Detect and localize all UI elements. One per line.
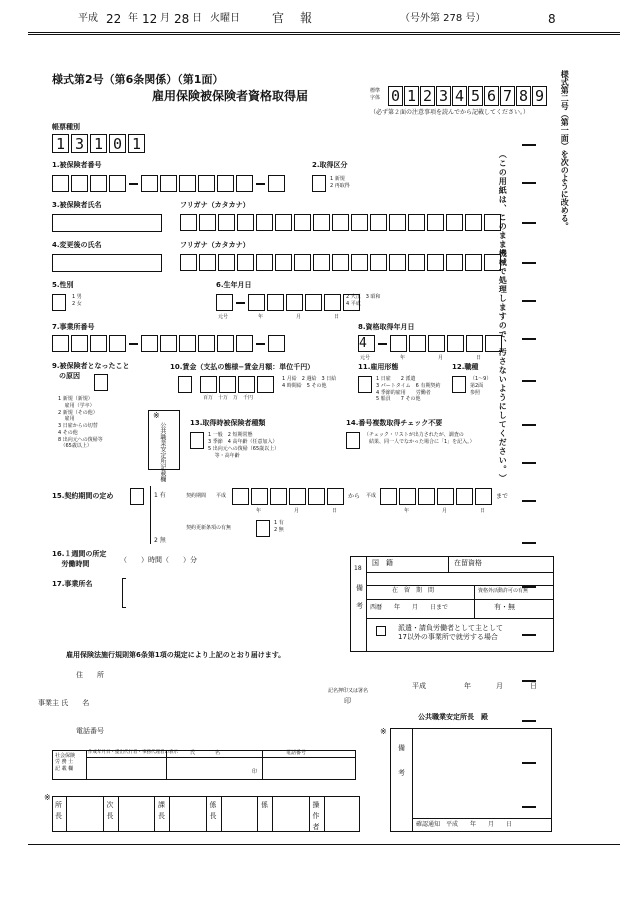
seal-mark: 印: [344, 697, 351, 705]
sample-digit: 8: [516, 86, 531, 106]
office-name-bracket-top: [122, 578, 126, 579]
acq-month-caption: 月: [438, 355, 444, 361]
sample-digit: 2: [420, 86, 435, 106]
registration-mark: [522, 144, 536, 146]
right-remarks-mark: ※: [380, 727, 387, 736]
slip-type-digit: 1: [90, 134, 107, 153]
field-11-label: 11.雇用形態: [358, 363, 399, 371]
weekly-hours-input[interactable]: （ ）時間（ ）分: [120, 556, 197, 564]
field-12-label: 12.職種: [452, 363, 479, 371]
issue-number: （号外第 278 号）: [400, 13, 486, 24]
work-permit-label: 資格外活動許可の有無: [478, 588, 529, 594]
sample-digit: 7: [500, 86, 515, 106]
sharoushi-seal: 印: [252, 769, 258, 775]
sample-digit: 0: [388, 86, 403, 106]
stamp-cell: [206, 796, 258, 832]
wage-amount-input[interactable]: [200, 376, 276, 393]
public-office-column-label: 公共職業安定所記載欄: [158, 422, 166, 482]
issue-era: 平成: [78, 13, 98, 24]
furigana-label-2: フリガナ（カタカナ）: [180, 241, 250, 249]
insured-furigana-input[interactable]: [180, 214, 503, 231]
issue-day: 28: [174, 12, 190, 26]
acq-year-caption: 年: [400, 355, 406, 361]
remarks-label: 備 考: [356, 584, 363, 611]
issue-month: 12: [142, 12, 158, 26]
sharoushi-col1: 作成年月日・提出代行者・事務代理者の表示: [88, 750, 178, 755]
residence-status-label: 在留資格: [454, 559, 482, 567]
acq-day-caption: 日: [476, 355, 482, 361]
field-15-divider: [150, 486, 151, 544]
field-2-options: 1 新規 2 再取得: [330, 176, 350, 189]
stamp-cell: [309, 796, 361, 832]
registration-mark: [522, 806, 536, 808]
sample-digits-row: [388, 86, 548, 106]
contract-from-label: から: [348, 493, 361, 500]
issue-month-unit: 月: [160, 13, 170, 24]
issue-day-unit: 日: [192, 13, 202, 24]
remarks-row4: [366, 618, 554, 619]
contract-start-day: 日: [332, 508, 338, 514]
registration-mark: [522, 634, 536, 636]
stamp-cell-label: 所長: [55, 801, 62, 821]
registration-mark: [522, 300, 536, 302]
sample-digit: 5: [468, 86, 483, 106]
birth-year-caption: 年: [258, 314, 264, 320]
stamp-cell-separator: [272, 796, 273, 832]
employment-type-input[interactable]: [358, 376, 372, 393]
slip-type-value: [52, 134, 147, 153]
stamp-cell: [52, 796, 103, 832]
contract-to-era: 平成: [366, 493, 377, 499]
field-11-options: 1 日雇 2 派遣 3 パートタイム 6 有期契約 4 季節的雇用 労働者 5 船員 7 その他: [376, 376, 441, 403]
form-title: 雇用保険被保険者資格取得届: [152, 89, 309, 103]
contract-from-era: 平成: [216, 493, 227, 499]
stamp-mark: ※: [44, 793, 51, 802]
side-note-inner: （この用紙は、このまま機械で処理しますので、汚さないようにしてください。）: [498, 150, 508, 483]
bottom-rule: [28, 844, 620, 845]
remarks-col-line: [366, 556, 367, 652]
slip-type-digit: 0: [109, 134, 126, 153]
stamp-cell-label: 課長: [158, 801, 165, 821]
furigana-label: フリガナ（カタカナ）: [180, 201, 250, 209]
submit-month: 月: [496, 682, 503, 690]
stamp-cell-label: 係長: [209, 801, 217, 821]
stamp-cell-label: 係: [261, 801, 268, 809]
stamp-cell: [257, 796, 309, 832]
issue-year-unit: 年: [128, 13, 138, 24]
stamp-cell-separator: [66, 796, 67, 832]
field-17-label: 17.事業所名: [52, 580, 93, 588]
contract-period-label: 契約期間: [186, 493, 207, 499]
remarks-row1: [366, 572, 554, 573]
sharoushi-col3: 電話番号: [286, 750, 307, 756]
field-12-options: （1〜9） 第2面 参照: [470, 376, 492, 396]
dispatch-checkbox[interactable]: [376, 626, 386, 636]
insured-type-input[interactable]: [190, 432, 204, 449]
sharoushi-label: 社会保険 労 務 士 記 載 欄: [55, 753, 76, 772]
acq-era-caption: 元号: [360, 355, 371, 361]
office-number-input[interactable]: [52, 335, 287, 352]
field-9-options: 1 新規（新規） 雇用（学卒） 2 新規（その他） 雇用 3 日雇からの切替 4 その他 8 出向元への復帰等 （65歳以上）: [58, 396, 103, 450]
sample-digits-label: 標準 字体: [370, 88, 381, 101]
field-15-label: 15.契約期間の定め: [52, 492, 114, 500]
field-15-yes: 1 有: [154, 492, 166, 499]
contract-start-month: 月: [294, 508, 300, 514]
registration-mark: [522, 720, 536, 722]
contract-end-month: 月: [442, 508, 448, 514]
field-8-label: 8.資格取得年月日: [358, 323, 415, 331]
stamp-cell-separator: [221, 796, 222, 832]
birth-month-caption: 月: [296, 314, 302, 320]
registration-mark: [522, 262, 536, 264]
registration-mark: [522, 680, 536, 682]
field-9-label: 9.被保険者となったこと の原因: [52, 362, 130, 380]
stamp-cell-separator: [118, 796, 119, 832]
remarks-number: 18: [354, 565, 362, 572]
contract-to-label: まで: [496, 493, 509, 500]
back-page-note: （必ず第２面の注意事項を読んでから記載してください。）: [370, 109, 530, 116]
renewal-clause-input[interactable]: [256, 520, 270, 537]
contract-end-day: 日: [480, 508, 486, 514]
acquisition-date-input[interactable]: [358, 335, 504, 352]
registration-mark: [522, 424, 536, 426]
stamp-row: [52, 796, 360, 832]
field-10-units: 百万 十万 万 千円: [203, 395, 254, 401]
office-head-label: 公共職業安定所長 殿: [418, 713, 488, 721]
confirm-notice: 確認通知 平成 年 月 日: [416, 821, 513, 828]
submit-day: 日: [530, 682, 537, 690]
registration-mark: [522, 586, 536, 588]
sharoushi-vline-1: [86, 750, 87, 780]
field-13-label: 13.取得時被保険者種類: [190, 419, 266, 427]
sample-digit: 9: [532, 86, 547, 106]
issue-weekday: 火曜日: [210, 13, 240, 24]
confirm-line: [412, 818, 552, 819]
qualification-cause-input[interactable]: [94, 374, 108, 391]
new-furigana-input[interactable]: [180, 254, 503, 271]
slip-type-digit: 1: [128, 134, 145, 153]
field-14-label: 14.番号複数取得チェック不要: [346, 419, 443, 427]
declaration-text: 雇用保険法施行規則第6条第1項の規定により上記のとおり届けます。: [66, 651, 286, 659]
header-rule: [28, 32, 620, 33]
field-3-label: 3.被保険者氏名: [52, 201, 102, 209]
office-name-bracket-bottom: [122, 607, 126, 608]
stay-period-label: 在 留 期 間: [392, 587, 435, 594]
field-6-label: 6.生年月日: [216, 281, 252, 289]
sample-digit: 6: [484, 86, 499, 106]
page-number: 8: [548, 12, 556, 26]
field-4-label: 4.変更後の氏名: [52, 241, 102, 249]
sample-digit: 1: [404, 86, 419, 106]
field-10-label: 10.賃金（支払の態様−賃金月額：単位千円）: [170, 363, 315, 371]
stamp-cell-label: 次長: [106, 801, 114, 821]
registration-mark: [522, 542, 536, 544]
renewal-clause-label: 契約更新条項の有無: [186, 525, 232, 531]
phone-label: 電話番号: [76, 727, 104, 735]
slip-type-label: 帳票種別: [52, 123, 80, 131]
birth-date-input[interactable]: [216, 294, 362, 311]
field-6-era-options: 2 大正 3 昭和 4 平成: [346, 294, 381, 307]
remarks-vline-2: [474, 585, 475, 618]
submit-year: 年: [464, 682, 471, 690]
side-note-right-edge: 様式第二号（第一面）を次のように改める。: [560, 70, 570, 230]
dispatch-note: 派遣・請負労働者として主として 17以外の事業所で就労する場合: [398, 624, 503, 642]
stamp-cell-label: 操作者: [312, 801, 320, 832]
employer-name-label: 事業主 氏 名: [38, 699, 90, 707]
registration-mark: [522, 182, 536, 184]
slip-type-boxes: [52, 134, 147, 153]
field-1-label: 1.被保険者番号: [52, 161, 102, 169]
contract-end-year: 年: [404, 508, 410, 514]
acquisition-era-digit: 4: [358, 335, 375, 352]
new-name-input[interactable]: [52, 254, 162, 272]
publication-name: 官 報: [272, 11, 315, 25]
field-15-no: 2 無: [154, 537, 166, 544]
field-7-label: 7.事業所番号: [52, 323, 95, 331]
acquisition-type-input[interactable]: [312, 175, 326, 192]
birth-era-caption: 元号: [218, 314, 229, 320]
sample-digit: 4: [452, 86, 467, 106]
stay-until-input[interactable]: 西暦 年 月 日まで: [370, 604, 449, 611]
stamp-cell-separator: [169, 796, 170, 832]
field-10-options: 1 月給 2 週給 3 日給 4 時間給 5 その他: [282, 376, 337, 390]
field-5-label: 5.性別: [52, 281, 74, 289]
stamp-cell: [154, 796, 206, 832]
submit-era: 平成: [412, 682, 426, 690]
slip-type-digit: 1: [52, 134, 69, 153]
occupation-input[interactable]: [452, 376, 466, 393]
slip-type-digit: 3: [71, 134, 88, 153]
renewal-options: 1 有 2 無: [274, 520, 284, 533]
insured-name-input[interactable]: [52, 214, 162, 232]
field-14-note: （チェック・リストが出力されたが、調査の 結果、同一人でなかった場合に「1」を記入。）: [364, 432, 475, 445]
nationality-label: 国 籍: [372, 559, 393, 567]
sample-digit: 3: [436, 86, 451, 106]
field-5-options: 1 男 2 女: [72, 294, 82, 307]
remarks-row3: [366, 599, 554, 600]
contract-term-input[interactable]: [130, 488, 144, 505]
right-remarks-divider: [412, 728, 413, 832]
sample-digits: [388, 86, 548, 106]
seal-note: 記名押印又は署名: [328, 688, 369, 694]
registration-mark: [522, 380, 536, 382]
style-number: 様式第2号（第6条関係）（第1面）: [52, 73, 224, 86]
stamp-cell-separator: [324, 796, 325, 832]
sharoushi-col2: 氏 名: [190, 750, 221, 756]
registration-mark: [522, 500, 536, 502]
gender-input[interactable]: [52, 294, 66, 311]
field-2-label: 2.取得区分: [312, 161, 348, 169]
sharoushi-header-line: [86, 757, 356, 758]
right-remarks-label: 備 考: [398, 744, 405, 778]
right-remarks-box: [390, 728, 552, 832]
remarks-vline-1: [448, 556, 449, 572]
public-office-mark: ※: [153, 411, 160, 420]
office-name-bracket: [122, 578, 123, 608]
insured-number-input[interactable]: [52, 175, 287, 192]
registration-mark: [522, 462, 536, 464]
birth-day-caption: 日: [334, 314, 340, 320]
contract-end-input[interactable]: [380, 488, 494, 505]
contract-start-year: 年: [256, 508, 262, 514]
registration-mark: [522, 338, 536, 340]
contract-start-input[interactable]: [232, 488, 346, 505]
work-permit-input[interactable]: 有・無: [494, 603, 515, 611]
header-rule-2: [28, 34, 620, 35]
address-label: 住 所: [76, 671, 104, 679]
field-16-label: 16.１週間の所定 労働時間: [52, 550, 107, 568]
registration-mark: [522, 222, 536, 224]
sharoushi-vline-3: [262, 750, 263, 780]
wage-type-input[interactable]: [178, 376, 192, 393]
field-13-options: 1 一般 2 短期常態 3 季節 4 高年齢（任意加入） 5 出向元への復帰（65歳以上） 等・高年齢: [208, 432, 280, 459]
stamp-cell: [103, 796, 155, 832]
duplicate-check-input[interactable]: [346, 432, 360, 449]
registration-mark: [522, 762, 536, 764]
issue-year: 22: [106, 12, 122, 26]
